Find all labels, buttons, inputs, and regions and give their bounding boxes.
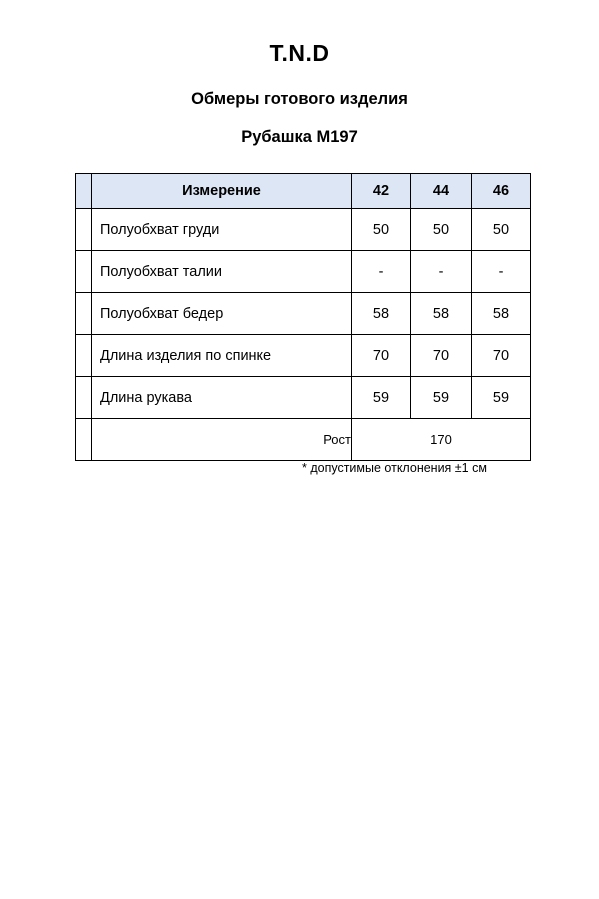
row-value: 50 xyxy=(472,209,531,251)
header-size: 42 xyxy=(352,174,411,209)
row-label: Длина изделия по спинке xyxy=(92,335,352,377)
table-row xyxy=(76,251,531,293)
row-value: 59 xyxy=(472,377,531,419)
header-measure: Измерение xyxy=(92,174,352,209)
table-row xyxy=(76,335,531,377)
height-label: Рост xyxy=(92,419,352,461)
header-spacer-cell xyxy=(76,174,92,209)
table-footer-row xyxy=(76,419,531,461)
tolerance-note: * допустимые отклонения ±1 см xyxy=(302,461,487,475)
row-value: - xyxy=(411,251,472,293)
row-value: - xyxy=(352,251,411,293)
table-header-row xyxy=(76,174,531,209)
row-spacer-cell xyxy=(76,209,92,251)
row-value: 58 xyxy=(352,293,411,335)
row-spacer-cell xyxy=(76,251,92,293)
row-spacer-cell xyxy=(76,335,92,377)
row-label: Полуобхват бедер xyxy=(92,293,352,335)
height-value: 170 xyxy=(352,419,531,461)
row-label: Полуобхват груди xyxy=(92,209,352,251)
measurement-table xyxy=(75,173,531,461)
row-value: 59 xyxy=(352,377,411,419)
row-value: - xyxy=(472,251,531,293)
row-value: 70 xyxy=(411,335,472,377)
table-row xyxy=(76,377,531,419)
brand-title: T.N.D xyxy=(269,40,330,66)
table-row xyxy=(76,209,531,251)
row-value: 50 xyxy=(352,209,411,251)
row-value: 59 xyxy=(411,377,472,419)
header-size: 44 xyxy=(411,174,472,209)
row-label: Длина рукава xyxy=(92,377,352,419)
row-value: 70 xyxy=(352,335,411,377)
product-name: Рубашка М197 xyxy=(241,128,358,146)
row-label: Полуобхват талии xyxy=(92,251,352,293)
row-value: 58 xyxy=(472,293,531,335)
row-value: 70 xyxy=(472,335,531,377)
row-spacer-cell xyxy=(76,419,92,461)
table-row xyxy=(76,293,531,335)
row-spacer-cell xyxy=(76,377,92,419)
row-value: 58 xyxy=(411,293,472,335)
header-size: 46 xyxy=(472,174,531,209)
document-title: Обмеры готового изделия xyxy=(191,90,408,108)
row-value: 50 xyxy=(411,209,472,251)
row-spacer-cell xyxy=(76,293,92,335)
